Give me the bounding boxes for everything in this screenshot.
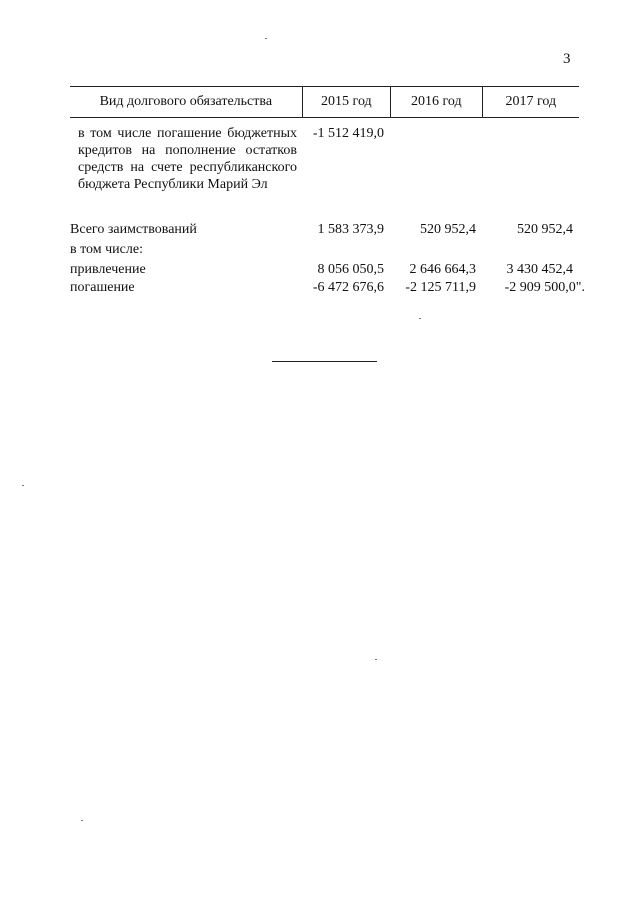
table-header	[70, 86, 579, 118]
including-label: в том числе:	[70, 242, 143, 257]
scan-speck	[22, 485, 24, 486]
debt-table	[70, 86, 585, 295]
repayment-label: погашение	[70, 280, 135, 295]
scan-speck	[81, 820, 83, 821]
repayment-2017: -2 909 500,0".	[504, 280, 585, 295]
header-debt-type: Вид долгового обязательства	[99, 94, 273, 109]
header-2015: 2015 год	[302, 87, 390, 117]
total-2015: 1 583 373,9	[317, 222, 384, 237]
attraction-2016: 2 646 664,3	[409, 262, 476, 277]
repayment-credits-label: в том числе погашение бюджетных кредитов на пополнение остатков средств на счете республиканского бюджета Республики Марий Эл	[78, 126, 297, 192]
attraction-2015: 8 056 050,5	[317, 262, 384, 277]
scan-speck	[419, 318, 421, 319]
header-2016: 2016 год	[390, 87, 481, 117]
attraction-2017: 3 430 452,4	[506, 262, 573, 277]
total-2017: 520 952,4	[517, 222, 573, 237]
total-2016: 520 952,4	[420, 222, 476, 237]
scan-speck	[265, 38, 267, 39]
repayment-credits-2015: -1 512 419,0	[312, 126, 384, 141]
repayment-2015: -6 472 676,6	[312, 280, 384, 295]
end-separator-line	[272, 361, 377, 362]
header-2017: 2017 год	[482, 87, 579, 117]
scan-speck	[375, 659, 377, 660]
attraction-label: привлечение	[70, 262, 146, 277]
repayment-2016: -2 125 711,9	[405, 280, 476, 295]
total-borrowings-label: Всего заимствований	[70, 222, 197, 237]
page-number: 3	[563, 51, 571, 67]
